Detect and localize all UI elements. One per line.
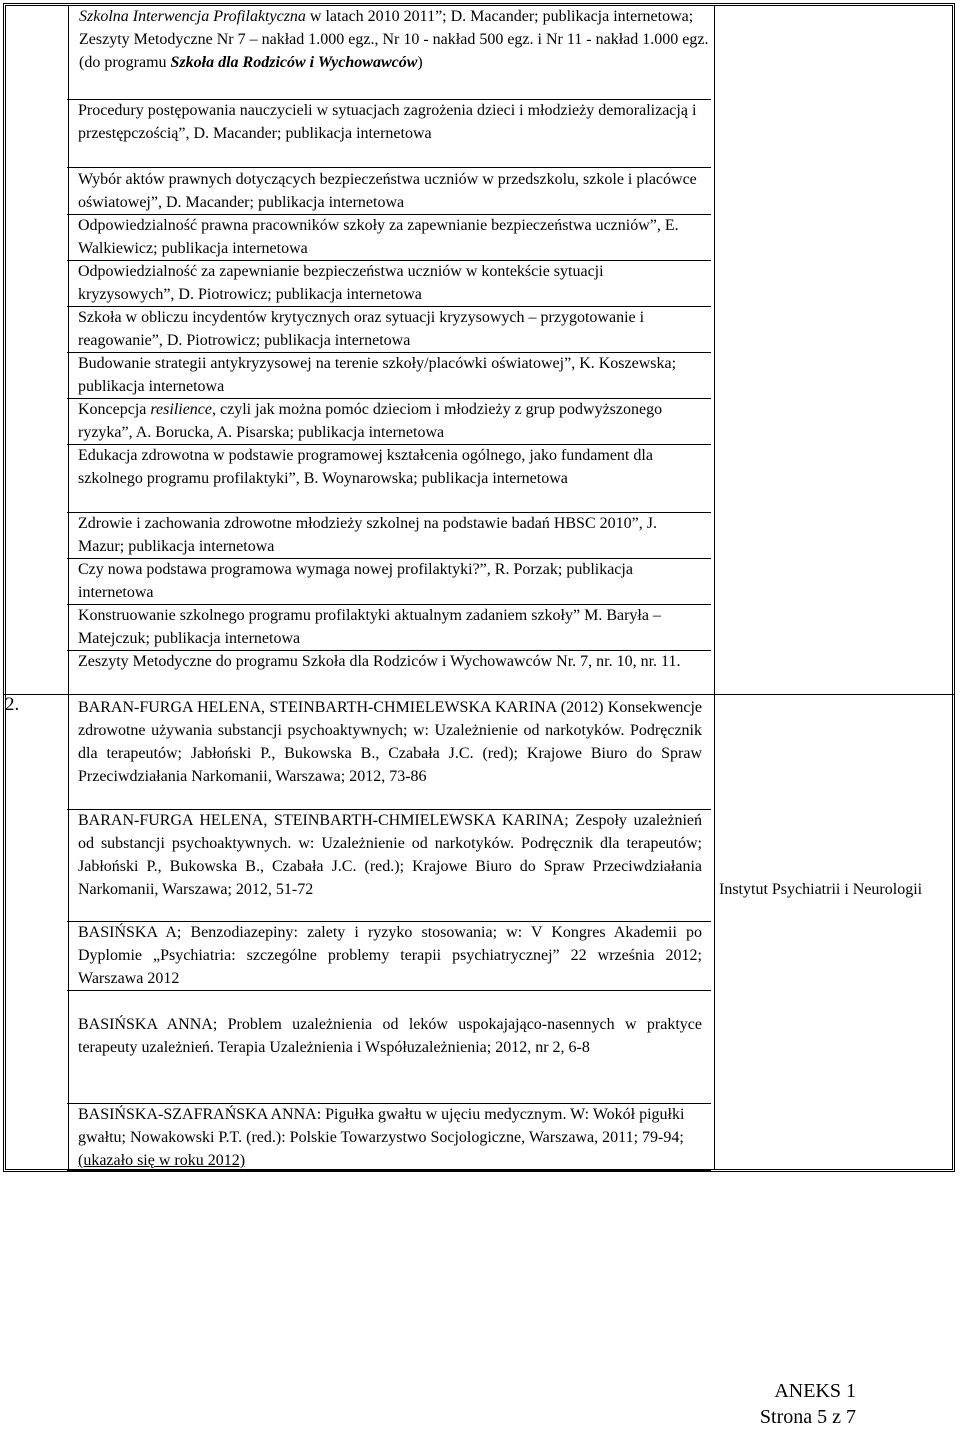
ref-basinska-szafranska [78, 1103, 702, 1172]
entry-szkola-incydenty: Szkoła w obliczu incydentów krytycznych oraz sytuacji kryzysowych – przygotowanie i reagowanie”, D. Piotrowicz; publikacja internetowa [78, 309, 645, 349]
ref-baran-furga-2: BARAN-FURGA HELENA, STEINBARTH-CHMIELEWSKA KARINA; Zespoły uzależnień od substancji psychoaktywnych. w: Uzależnienie od narkotyków. Podręcznik dla terapeutów; Jabłoński P., Bukowska B., Czabała J.C. (red.); Krajowe Biuro do Spraw Przeciwdziałania Narkomanii, Warszawa; 2012, 51-72 [78, 812, 702, 898]
institution-cell: Instytut Psychiatrii i Neurologii [719, 881, 923, 898]
entry-strategia: Budowanie strategii antykryzysowej na terenie szkoły/placówki oświatowej”, K. Koszewska; publikacja internetowa [78, 355, 677, 395]
entry-wybor-aktow: Wybór aktów prawnych dotyczących bezpieczeństwa uczniów w przedszkolu, szkole i placówce oświatowej”, D. Macander; publikacja internetowa [78, 171, 697, 211]
row-separator [67, 1170, 711, 1171]
ref-basinska-a: BASIŃSKA A; Benzodiazepiny: zalety i ryzyko stosowania; w: V Kongres Akademii po Dyplomie „Psychiatria: szczególne problemy terapii psychiatrycznej” 22 września 2012; Warszawa 2012 [78, 924, 702, 987]
entry-odpowiedzialnosc-kryzys: Odpowiedzialność za zapewnianie bezpieczeństwa uczniów w kontekście sytuacji kryzysowych”, D. Piotrowicz; publikacja internetowa [78, 263, 604, 303]
page-number: Strona 5 z 7 [759, 1406, 856, 1428]
row-number: 2. [5, 694, 20, 715]
ref-basinska-anna: BASIŃSKA ANNA; Problem uzależnienia od leków uspokajająco-nasennych w praktyce terapeuty uzależnień. Terapia Uzależnienia i Współuzależnienia; 2012, nr 2, 6-8 [78, 1016, 702, 1056]
entry-text-close: ) [417, 54, 423, 71]
entry-resilience [78, 398, 702, 444]
entry-text: Koncepcja [78, 401, 151, 418]
row-separator-main [3, 694, 955, 695]
entry-odpowiedzialnosc-prawna: Odpowiedzialność prawna pracowników szkoły za zapewnianie bezpieczeństwa uczniów”, E. Walkiewicz; publikacja internetowa [78, 217, 679, 257]
entry-edukacja: Edukacja zdrowotna w podstawie programowej kształcenia ogólnego, jako fundament dla szkolnego programu profilaktyki”, B. Woynarowska; publikacja internetowa [78, 447, 653, 487]
entry-podstawa: Czy nowa podstawa programowa wymaga nowej profilaktyki?”, R. Porzak; publikacja internetowa [78, 561, 633, 601]
entry-szkolna-interwencja [79, 5, 709, 74]
entry-italic-title: Szkolna Interwencja Profilaktyczna [79, 8, 306, 25]
column-divider [714, 6, 715, 1169]
entry-italic-resilience: resilience [150, 401, 213, 418]
entry-zeszyty: Zeszyty Metodyczne do programu Szkoła dla Rodziców i Wychowawców Nr. 7, nr. 10, nr. 11. [78, 653, 681, 670]
column-divider [68, 6, 69, 1169]
entry-italic-program: Szkoła dla Rodziców i Wychowawców [170, 54, 418, 71]
entry-text: w latach 2010 2011”; D. Macander; publikacja internetowa; Zeszyty Metodyczne Nr 7 – nakład 1.000 egz., Nr 10 - nakład 500 egz. i Nr 11 - nakład 1.000 egz. (do programu [79, 8, 709, 71]
entry-procedury: Procedury postępowania nauczycieli w sytuacjach zagrożenia dzieci i młodzieży demoralizacją i przestępczością”, D. Macander; publikacja internetowa [78, 102, 697, 142]
ref-text: BASIŃSKA-SZAFRAŃSKA ANNA: Pigułka gwałtu w ujęciu medycznym. W: Wokół pigułki gwałtu; Nowakowski P.T. (red.): Polskie Towarzystwo Socjologiczne, Warszawa, 2011; 79-94; [78, 1106, 685, 1146]
entry-konstruowanie: Konstruowanie szkolnego programu profilaktyki aktualnym zadaniem szkoły” M. Baryła – Matejczuk; publikacja internetowa [78, 607, 661, 647]
entry-zdrowie: Zdrowie i zachowania zdrowotne młodzieży szkolnej na podstawie badań HBSC 2010”, J. Mazur; publikacja internetowa [78, 515, 657, 555]
row-separator [67, 990, 711, 991]
entry-text: , czyli jak można pomóc dzieciom i młodzieży z grup podwyższonego ryzyka”, A. Borucka, A. Pisarska; publikacja internetowa [78, 401, 663, 441]
ref-underlined-note: (ukazało się w roku 2012) [78, 1152, 246, 1169]
ref-baran-furga-1: BARAN-FURGA HELENA, STEINBARTH-CHMIELEWSKA KARINA (2012) Konsekwencje zdrowotne używania substancji psychoaktywnych; w: Uzależnienie od narkotyków. Podręcznik dla terapeutów; Jabłoński P., Bukowska B., Czabała J.C. (red); Krajowe Biuro do Spraw Przeciwdziałania Narkomanii, Warszawa; 2012, 73-86 [78, 699, 702, 785]
page-footer [760, 1378, 856, 1430]
annex-label: ANEKS 1 [774, 1380, 856, 1402]
